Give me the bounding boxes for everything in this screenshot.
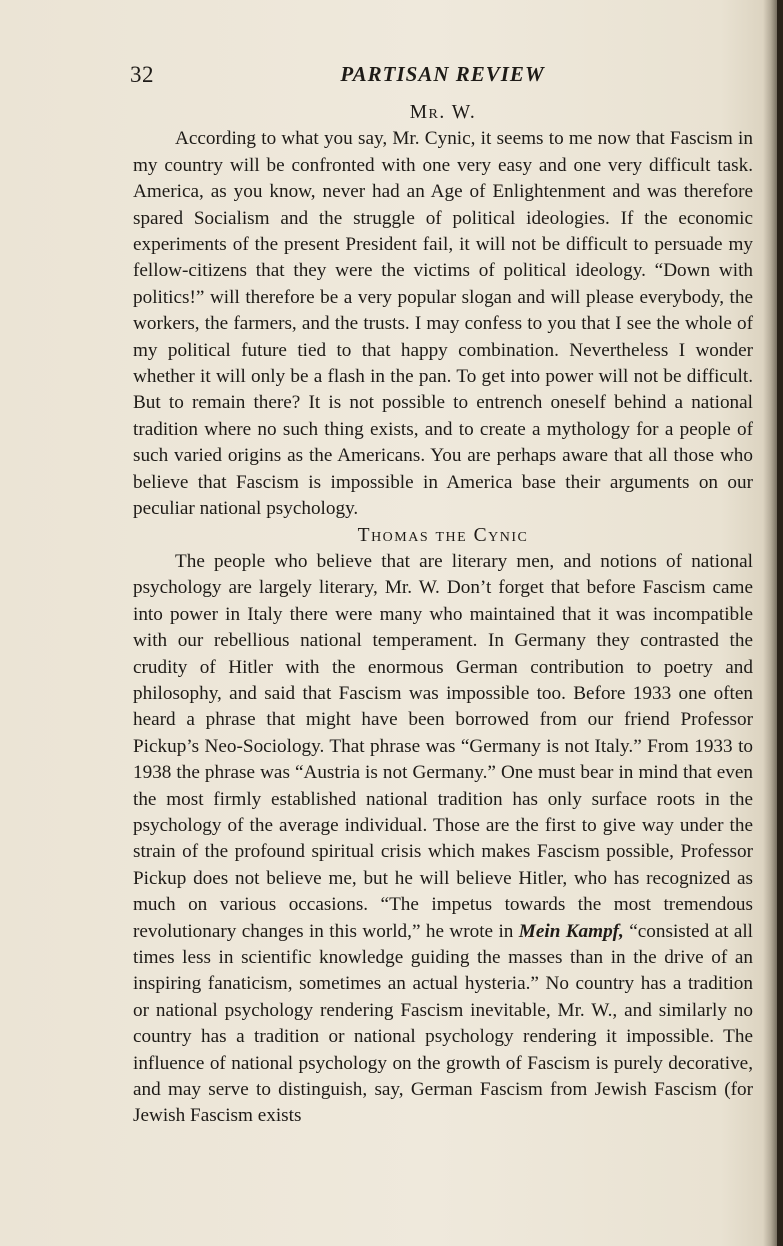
speaker-heading: Mr. W. [409, 102, 477, 123]
paragraph: According to what you say, Mr. Cynic, it seems to me now that Fascism in my country will be confronted with one very easy and one very difficult task. America, as you know, never had an Age of Enlightenment and was therefore spared Socialism and the struggle of political ideologies. If the economic experiments of the present President fail, it will not be difficult to persuade my fellow-citizens that they were the victims of political ideology. “Down with politics!” will therefore be a very popular slogan and will please everybody, the workers, the farmers, and the trusts. I may confess to you that I see the whole of my political future tied to that happy combination. Nevertheless I wonder whether it will only be a flash in the pan. To get into power will not be difficult. But to remain there? It is not possible to entrench oneself behind a national tradition where no such thing exists, and to create a mythology for a people of such varied origins as the Americans. You are perhaps aware that all those who believe that Fascism is impossible in America base their arguments on our peculiar national psychology. [133, 128, 753, 520]
body-text [133, 100, 753, 1130]
paragraph-text: The people who believe that are literary men, and notions of national psychology are largely literary, Mr. W. Don’t forget that before Fascism came into power in Italy there were many who maintained that it was incompatible with our rebellious national temperament. In Germany they contrasted the crudity of Hitler with the enormous German contribution to poetry and philosophy, and said that Fascism was impossible too. Before 1933 one often heard a phrase that might have been borrowed from our friend Professor Pickup’s Neo-Sociology. That phrase was “Germany is not Italy.” From 1933 to 1938 the phrase was “Austria is not Germany.” One must bear in mind that even the most firmly established national tradition has only surface roots in the psychology of the average individual. Those are the first to give way under the strain of the profound spiritual crisis which makes Fascism possible, Professor Pickup does not believe me, but he will believe Hitler, who has recognized as much on various occasions. “The impetus towards the most tremendous revolutionary changes in this world,” he wrote in [133, 550, 753, 942]
paragraph [133, 549, 753, 1130]
running-head: PARTISAN REVIEW [340, 62, 545, 86]
paragraph-text: “consisted at all times less in scientific knowledge guiding the masses than in the drive of an inspiring fanaticism, sometimes an actual hysteria.” No country has a tradition or national psychology rendering Fascism inevitable, Mr. W., and similarly no country has a tradition or national psychology rendering it impossible. The influence of national psychology on the growth of Fascism is purely decorative, and may serve to distinguish, say, German Fascism from Jewish Fascism (for Jewish Fascism exists [133, 920, 753, 1127]
speaker-heading: Thomas the Cynic [357, 524, 529, 546]
page-number: 32 [130, 62, 154, 87]
page-header [130, 62, 755, 92]
book-title: Mein Kampf, [518, 920, 624, 942]
page-edge [777, 0, 783, 1246]
